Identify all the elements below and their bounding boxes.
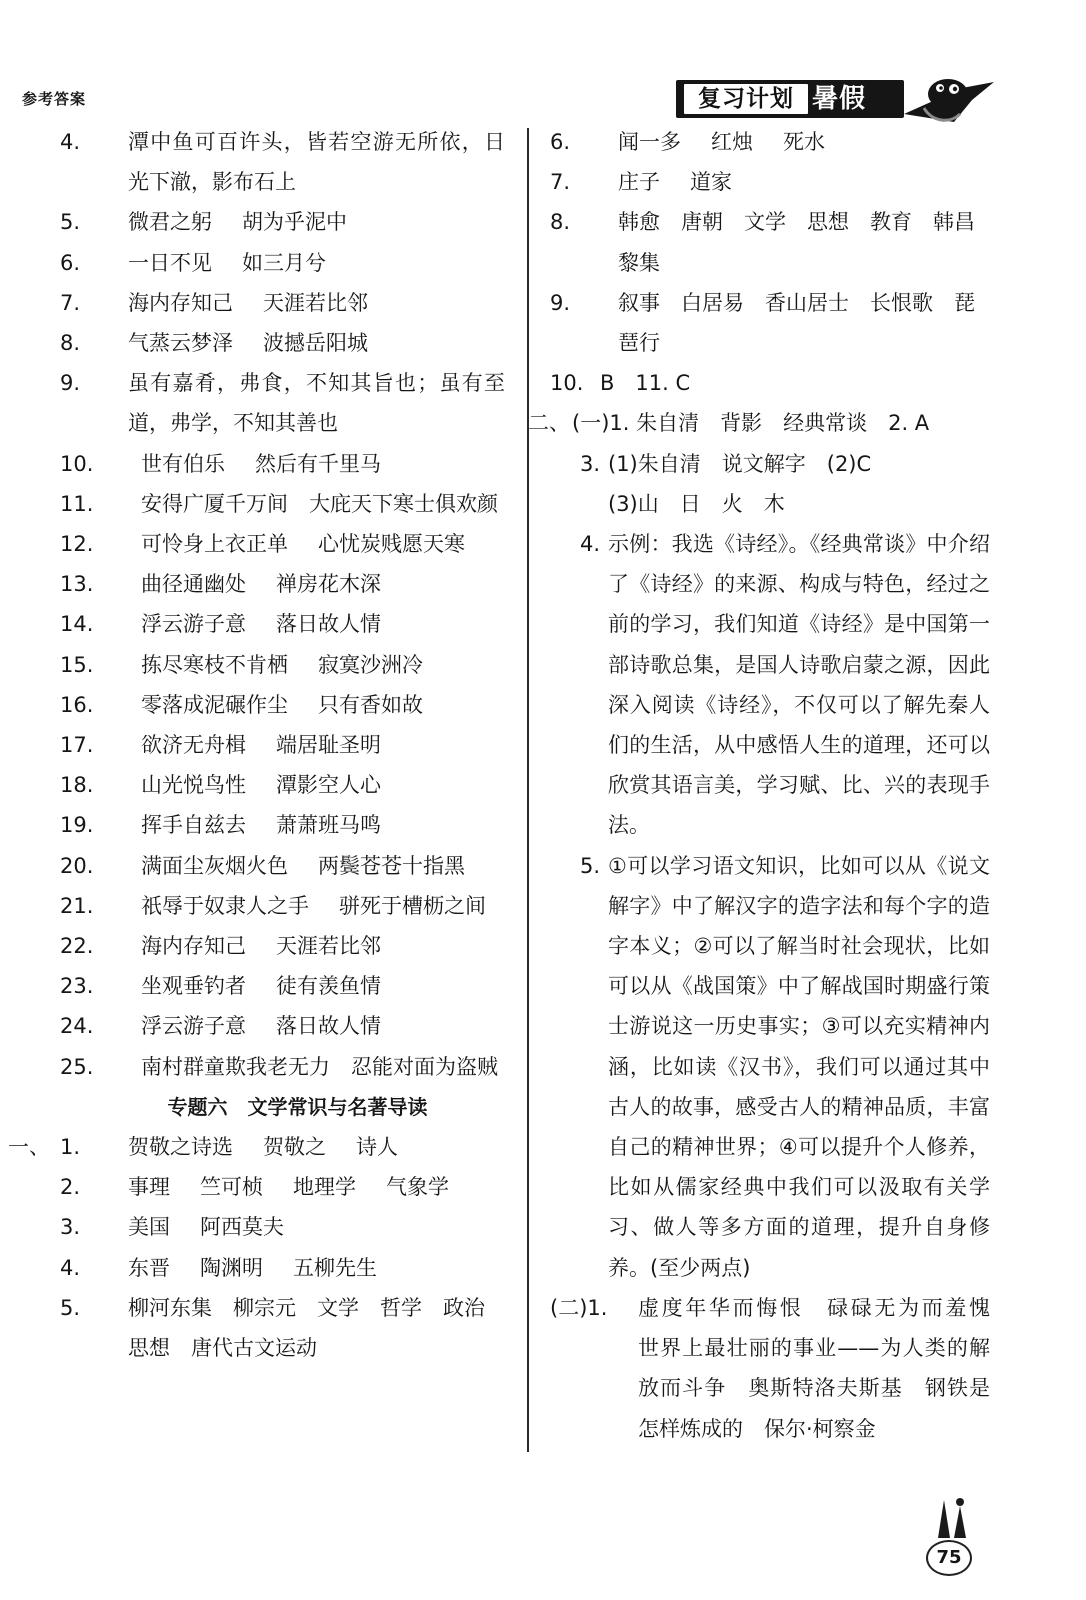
item-number: 4. xyxy=(580,532,601,557)
header-label: 参考答案 xyxy=(22,90,87,108)
item-seg: 美国 xyxy=(128,1215,170,1240)
item-seg: 天涯若比邻 xyxy=(263,290,368,315)
answer-item xyxy=(550,444,990,484)
item-seg: 徒有羡鱼情 xyxy=(276,974,381,999)
item-text: 韩愈 唐朝 文学 思想 教育 韩昌黎集 xyxy=(618,210,975,275)
item-text: ①可以学习语文知识，比如可以从《说文解字》中了解汉字的造字法和每个字的造字本义；②可以了解当时社会现状，比如可以从《战国策》中了解战国时期盛行策士游说这一历史事实；③可以充实精神内涵，比如读《汉书》，我们可以通过其中古人的故事，感受古人的精神品质，丰富自己的精神世界；④可以提升个人修养，比如从儒家经典中我们可以汲取有关学习、做人等多方面的道理，提升自身修养。(至少两点) xyxy=(608,853,990,1280)
item-text: (3)山 日 火 木 xyxy=(608,491,785,516)
answer-item xyxy=(60,1167,505,1207)
item-seg: 道家 xyxy=(690,170,732,195)
item-number: 10. xyxy=(550,371,584,396)
answer-item xyxy=(60,323,505,363)
item-number: 5. xyxy=(580,853,601,878)
item-number: (二)1. xyxy=(550,1295,608,1320)
item-seg: 陶渊明 xyxy=(200,1255,263,1280)
item-text: 叙事 白居易 香山居士 长恨歌 琵琶行 xyxy=(618,290,975,356)
item-text: (一)1. 朱自清 背影 经典常谈 2. A xyxy=(572,411,930,436)
item-number: 9. xyxy=(60,371,81,396)
item-number: 10. xyxy=(60,451,94,476)
answer-item xyxy=(60,926,505,966)
item-number: 15. xyxy=(60,652,94,677)
item-seg: 竺可桢 xyxy=(200,1175,263,1200)
answer-item xyxy=(550,363,990,403)
item-number: 5. xyxy=(60,1295,81,1320)
item-seg: 挥手自兹去 xyxy=(141,813,246,838)
item-seg: 零落成泥碾作尘 xyxy=(141,692,288,717)
item-number: 19. xyxy=(60,813,94,838)
item-seg: 浮云游子意 xyxy=(141,612,246,637)
item-seg: 贺敬之诗选 xyxy=(128,1135,233,1160)
item-text: 南村群童欺我老无力 忍能对面为盗贼 xyxy=(141,1054,498,1079)
item-number: 11. xyxy=(60,491,94,516)
title-banner xyxy=(676,74,1006,126)
answer-item xyxy=(60,886,505,926)
item-number: 12. xyxy=(60,532,94,557)
item-seg: 气蒸云梦泽 xyxy=(128,331,233,356)
item-seg: 潭影空人心 xyxy=(276,773,381,798)
answer-item xyxy=(60,564,505,604)
item-seg: 庄子 xyxy=(618,170,660,195)
answer-item xyxy=(60,122,505,202)
item-seg: 拣尽寒枝不肯栖 xyxy=(141,652,288,677)
answer-item xyxy=(8,1127,505,1167)
answer-item xyxy=(60,283,505,323)
item-number: 1. xyxy=(60,1135,81,1160)
answer-item xyxy=(550,162,990,202)
item-seg: 落日故人情 xyxy=(276,1014,381,1039)
answer-item xyxy=(550,524,990,846)
answer-item xyxy=(60,1006,505,1046)
item-number: 4. xyxy=(60,1255,81,1280)
item-seg: 曲径通幽处 xyxy=(141,572,246,597)
right-column xyxy=(528,122,1011,1449)
item-seg: 天涯若比邻 xyxy=(276,934,381,959)
item-number: 16. xyxy=(60,692,94,717)
item-seg: 微君之躬 xyxy=(128,210,212,235)
banner-title-right: 暑假 xyxy=(812,84,867,114)
item-number: 3. xyxy=(60,1215,81,1240)
item-seg: 骈死于槽枥之间 xyxy=(339,893,486,918)
answer-item xyxy=(60,1047,505,1087)
answer-item xyxy=(550,484,990,524)
answer-item xyxy=(60,524,505,564)
item-seg: 事理 xyxy=(128,1175,170,1200)
answer-item xyxy=(60,363,505,443)
item-number: 8. xyxy=(60,331,81,356)
answer-item xyxy=(60,202,505,242)
answer-item xyxy=(60,846,505,886)
answer-item xyxy=(550,1288,1011,1449)
penguin-icon xyxy=(902,74,998,126)
answer-item xyxy=(60,645,505,685)
section-prefix: 一、 xyxy=(8,1135,50,1160)
item-seg: 萧萧班马鸣 xyxy=(276,813,381,838)
item-seg: 海内存知己 xyxy=(128,290,233,315)
item-seg: 满面尘灰烟火色 xyxy=(141,853,288,878)
answer-item xyxy=(60,765,505,805)
item-seg: 阿西莫夫 xyxy=(200,1215,284,1240)
answer-item xyxy=(550,283,990,363)
item-seg: 落日故人情 xyxy=(276,612,381,637)
item-number: 22. xyxy=(60,934,94,959)
item-number: 20. xyxy=(60,853,94,878)
answer-item xyxy=(60,243,505,283)
section-prefix: 二、 xyxy=(528,411,570,436)
answer-item xyxy=(60,1248,505,1288)
item-number: 7. xyxy=(550,170,571,195)
item-number: 25. xyxy=(60,1054,94,1079)
item-number: 21. xyxy=(60,893,94,918)
item-number: 13. xyxy=(60,572,94,597)
answer-item xyxy=(60,1207,505,1247)
answer-item xyxy=(550,122,990,162)
answer-item xyxy=(528,403,990,443)
item-number: 9. xyxy=(550,290,571,315)
item-number: 14. xyxy=(60,612,94,637)
item-seg: 贺敬之 xyxy=(263,1135,326,1160)
answer-item xyxy=(60,484,505,524)
item-seg: 世有伯乐 xyxy=(141,451,225,476)
answer-item xyxy=(60,966,505,1006)
item-seg: 心忧炭贱愿天寒 xyxy=(318,532,465,557)
item-number: 5. xyxy=(60,210,81,235)
item-number: 2. xyxy=(60,1175,81,1200)
answer-item xyxy=(550,846,990,1288)
banner-title-left: 复习计划 xyxy=(684,84,808,114)
penguin-decoration-icon xyxy=(930,1492,980,1540)
item-number: 18. xyxy=(60,773,94,798)
item-seg: 浮云游子意 xyxy=(141,1014,246,1039)
section-title: 专题六 文学常识与名著导读 xyxy=(167,1094,428,1119)
item-text: 虚度年华而悔恨 碌碌无为而羞愧 世界上最壮丽的事业——为人类的解放而斗争 奥斯特洛夫斯基 钢铁是怎样炼成的 保尔·柯察金 xyxy=(638,1295,1011,1441)
item-seg: 欲济无舟楫 xyxy=(141,733,246,758)
item-text: 安得广厦千万间 大庇天下寒士俱欢颜 xyxy=(141,491,498,516)
item-seg: 地理学 xyxy=(293,1175,356,1200)
item-seg: 闻一多 xyxy=(618,130,681,154)
item-seg: 端居耻圣明 xyxy=(276,733,381,758)
item-seg: 一日不见 xyxy=(128,250,212,275)
item-number: 6. xyxy=(60,250,81,275)
item-number: 8. xyxy=(550,210,571,235)
item-seg: 海内存知己 xyxy=(141,934,246,959)
answer-item xyxy=(60,805,505,845)
column-divider xyxy=(527,128,529,1452)
item-number: 17. xyxy=(60,733,94,758)
item-seg: 坐观垂钓者 xyxy=(141,974,246,999)
item-seg: 寂寞沙洲冷 xyxy=(318,652,423,677)
answer-item xyxy=(60,604,505,644)
item-seg: 波撼岳阳城 xyxy=(263,331,368,356)
item-text: (1)朱自清 说文解字 (2)C xyxy=(608,451,872,476)
item-number: 3. xyxy=(580,451,601,476)
item-seg: 两鬓苍苍十指黑 xyxy=(318,853,465,878)
item-seg: 红烛 xyxy=(711,130,753,154)
item-seg: 然后有千里马 xyxy=(255,451,381,476)
item-seg: 如三月兮 xyxy=(242,250,326,275)
item-seg: 胡为乎泥中 xyxy=(242,210,347,235)
item-seg: 祇辱于奴隶人之手 xyxy=(141,893,309,918)
item-number: 6. xyxy=(550,130,571,154)
item-number: 23. xyxy=(60,974,94,999)
item-number: 4. xyxy=(60,130,81,154)
item-seg: 五柳先生 xyxy=(293,1255,377,1280)
item-seg: 山光悦鸟性 xyxy=(141,773,246,798)
item-text: 潭中鱼可百许头，皆若空游无所依，日光下澈，影布石上 xyxy=(128,130,505,195)
answer-item xyxy=(60,1288,505,1368)
item-number: 7. xyxy=(60,290,81,315)
item-seg: 诗人 xyxy=(356,1135,398,1160)
answer-item xyxy=(550,202,990,282)
item-seg: 东晋 xyxy=(128,1255,170,1280)
item-seg: 气象学 xyxy=(386,1175,449,1200)
item-text: 示例：我选《诗经》。《经典常谈》中介绍了《诗经》的来源、构成与特色，经过之前的学习，我们知道《诗经》是中国第一部诗歌总集，是国人诗歌启蒙之源，因此深入阅读《诗经》，不仅可以了解先秦人们的生活，从中感悟人生的道理，还可以欣赏其语言美，学习赋、比、兴的表现手法。 xyxy=(608,532,990,838)
item-seg: 可怜身上衣正单 xyxy=(141,532,288,557)
item-seg: 禅房花木深 xyxy=(276,572,381,597)
item-number: 24. xyxy=(60,1014,94,1039)
answer-item xyxy=(60,725,505,765)
item-text: 柳河东集 柳宗元 文学 哲学 政治 思想 唐代古文运动 xyxy=(128,1295,506,1361)
item-seg: 死水 xyxy=(783,130,825,154)
answer-item xyxy=(60,685,505,725)
item-text: B 11. C xyxy=(600,371,691,396)
left-column xyxy=(8,122,506,1368)
page-number: 75 xyxy=(926,1540,972,1576)
item-text: 虽有嘉肴，弗食，不知其旨也；虽有至道，弗学，不知其善也 xyxy=(128,371,505,436)
item-seg: 只有香如故 xyxy=(318,692,423,717)
answer-item xyxy=(60,444,505,484)
